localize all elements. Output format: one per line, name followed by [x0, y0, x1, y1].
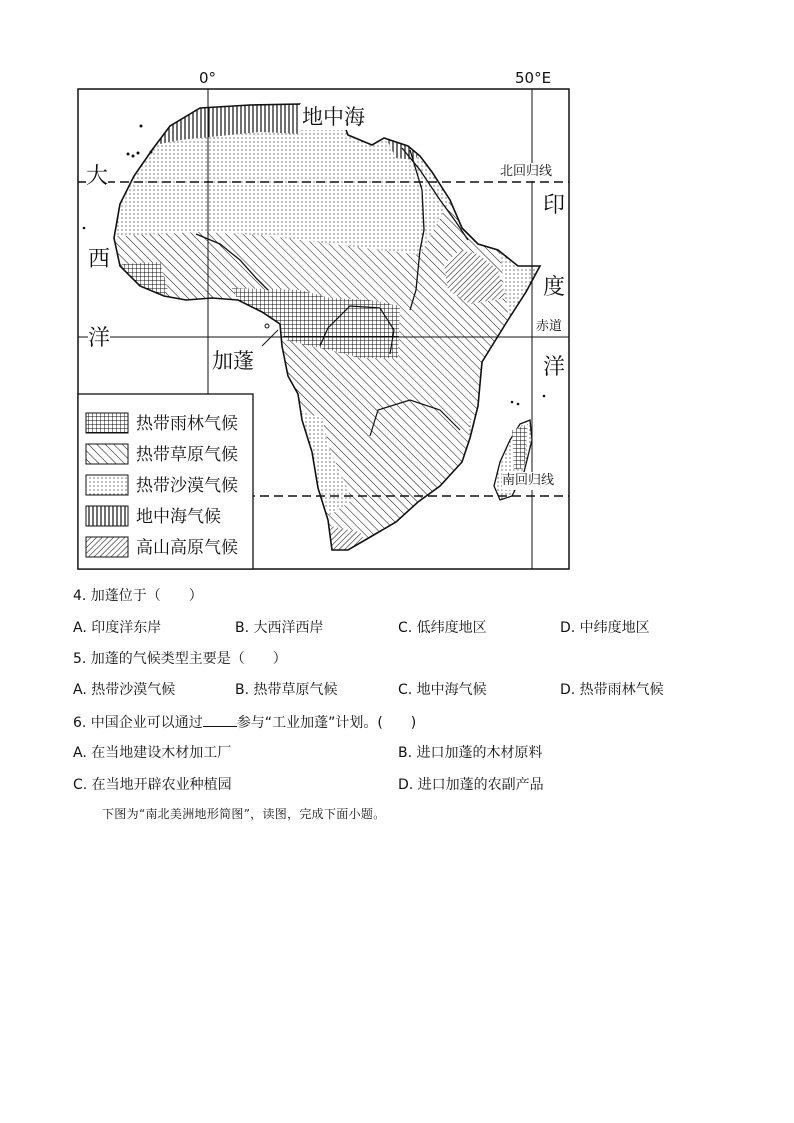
question-6-stem: [73, 712, 416, 732]
longitude-50e-label: 50°E: [515, 69, 552, 87]
question-6-stem-after: 参与“工业加蓬”计划。( ): [236, 715, 417, 731]
answer-blank: [203, 712, 237, 727]
question-6-stem-before: 6. 中国企业可以通过: [73, 715, 203, 731]
question-4-option-d[interactable]: D. 中纬度地区: [560, 620, 650, 636]
question-5-option-b[interactable]: B. 热带草原气候: [235, 682, 338, 698]
indian-label-3: 洋: [543, 355, 566, 380]
question-5-option-d[interactable]: D. 热带雨林气候: [560, 682, 664, 698]
equator-label: 赤道: [536, 319, 563, 334]
atlantic-label-3: 洋: [88, 326, 111, 351]
legend-label-mediterranean: 地中海气候: [136, 507, 221, 527]
legend-label-highland: 高山高原气候: [136, 538, 238, 558]
legend-label-desert: 热带沙漠气候: [136, 476, 238, 496]
question-5-option-a[interactable]: A. 热带沙漠气候: [73, 682, 176, 698]
tropic-capricorn-label: 南回归线: [502, 473, 555, 488]
atlantic-label-2: 西: [88, 247, 111, 272]
question-5-stem: 5. 加蓬的气候类型主要是（ ）: [73, 651, 287, 667]
question-4-stem: 4. 加蓬位于（ ）: [73, 588, 203, 604]
question-5-option-c[interactable]: C. 地中海气候: [398, 682, 487, 698]
question-4-option-a[interactable]: A. 印度洋东岸: [73, 620, 162, 636]
question-6-option-a[interactable]: A. 在当地建设木材加工厂: [73, 745, 232, 761]
question-6-option-d[interactable]: D. 进口加蓬的农副产品: [398, 777, 544, 793]
question-4-option-c[interactable]: C. 低纬度地区: [398, 620, 487, 636]
gabon-label: 加蓬: [212, 349, 254, 373]
tropic-cancer-label: 北回归线: [500, 164, 553, 179]
question-6-option-b[interactable]: B. 进口加蓬的木材原料: [398, 745, 543, 761]
question-4-option-b[interactable]: B. 大西洋西岸: [235, 620, 324, 636]
indian-label-1: 印: [543, 193, 566, 218]
atlantic-label-1: 大: [86, 164, 109, 189]
next-figure-caption: 下图为“南北美洲地形简图”，读图，完成下面小题。: [102, 807, 386, 821]
indian-label-2: 度: [543, 275, 566, 300]
legend-label-savanna: 热带草原气候: [136, 445, 238, 465]
longitude-0-label: 0°: [199, 69, 217, 87]
legend-label-rainforest: 热带雨林气候: [136, 414, 238, 434]
question-6-option-c[interactable]: C. 在当地开辟农业种植园: [73, 777, 232, 793]
mediterranean-label: 地中海: [302, 105, 365, 129]
